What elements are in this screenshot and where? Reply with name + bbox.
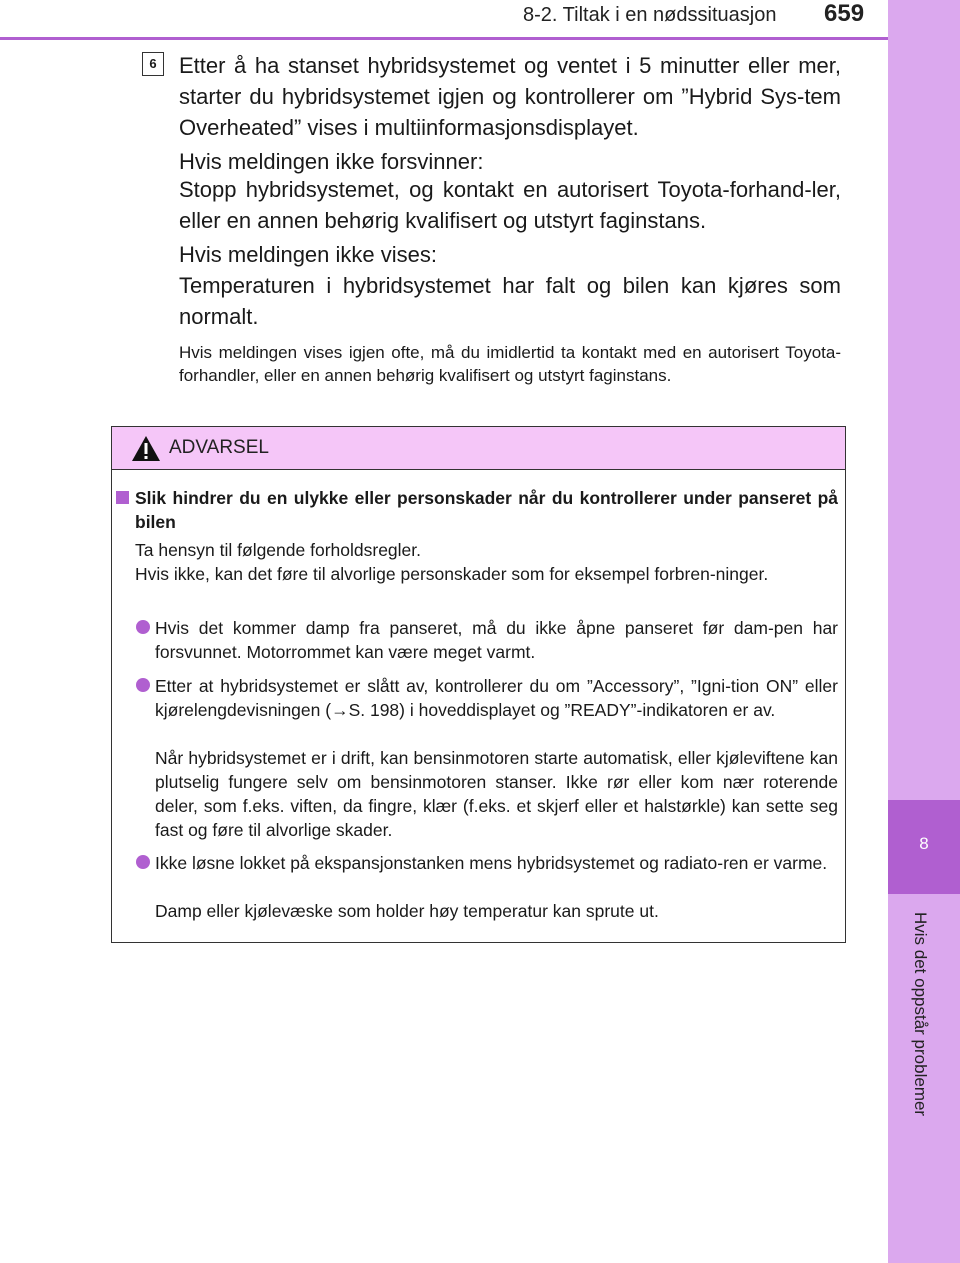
warning-header [112, 427, 845, 470]
step-number-badge: 6 [142, 52, 164, 76]
warning-intro: Ta hensyn til følgende forholdsregler. [135, 540, 421, 560]
warning-heading: Slik hindrer du en ulykke eller personskader når du kontrollerer under panseret på bilen [135, 488, 838, 532]
step-note: Hvis meldingen vises igjen ofte, må du imidlertid ta kontakt med en autorisert Toyota-forhandler, eller en annen behørig kvalifisert og utstyrt faginstans. [179, 343, 841, 385]
warning-triangle-icon [131, 435, 161, 462]
case2-label: Hvis meldingen ikke vises: [179, 242, 437, 267]
section-title: 8-2. Tiltak i en nødssituasjon [523, 4, 777, 26]
bullet-icon [136, 678, 150, 692]
warning-title: ADVARSEL [169, 437, 269, 458]
chapter-title: Hvis det oppstår problemer [911, 912, 930, 1117]
case1-text: Stopp hybridsystemet, og kontakt en autorisert Toyota-forhand-ler, eller en annen behørig kvalifisert og utstyrt faginstans. [179, 177, 841, 233]
warning-bullet-1: Hvis det kommer damp fra panseret, må du ikke åpne panseret før dam-pen har forsvunnet. Motorrommet kan være meget varmt. [155, 618, 838, 662]
case1-label: Hvis meldingen ikke forsvinner: [179, 149, 484, 174]
step-text: Etter å ha stanset hybridsystemet og ventet i 5 minutter eller mer, starter du hybridsystemet igjen og kontrollerer om ”Hybrid Sys-tem Overheated” vises i multiinformasjonsdisplayet. [179, 53, 841, 140]
bullet-icon [136, 855, 150, 869]
chapter-number: 8 [919, 834, 929, 853]
warning-bullet-3: Ikke løsne lokket på ekspansjonstanken mens hybridsystemet og radiato-ren er varme. [155, 853, 828, 873]
bullet-icon [136, 620, 150, 634]
warning-bullet-3-detail: Damp eller kjølevæske som holder høy temperatur kan sprute ut. [155, 901, 659, 921]
header-rule [0, 37, 888, 40]
section-square-icon [116, 491, 129, 504]
page-number: 659 [824, 0, 865, 27]
case2-text: Temperaturen i hybridsystemet har falt og bilen kan kjøres som normalt. [179, 273, 841, 329]
warning-bullet-2: Etter at hybridsystemet er slått av, kontrollerer du om ”Accessory”, ”Igni-tion ON” eller kjørelengdevisningen (→S. 198) i hoveddisplayet og ”READY”-indikatoren er av. [155, 676, 838, 720]
warning-intro-2: Hvis ikke, kan det føre til alvorlige personskader som for eksempel forbren-ninger. [135, 564, 769, 584]
warning-bullet-2-detail: Når hybridsystemet er i drift, kan bensinmotoren starte automatisk, eller kjøleviftene kan plutselig fungere selv om bensinmotoren stanser. Ikke rør eller kom nær roterende deler, som f.eks. viften, da fingre, klær (f.eks. et skjerf eller et halstørkle) kan sette seg fast og føre til alvorlige skader. [155, 748, 838, 840]
